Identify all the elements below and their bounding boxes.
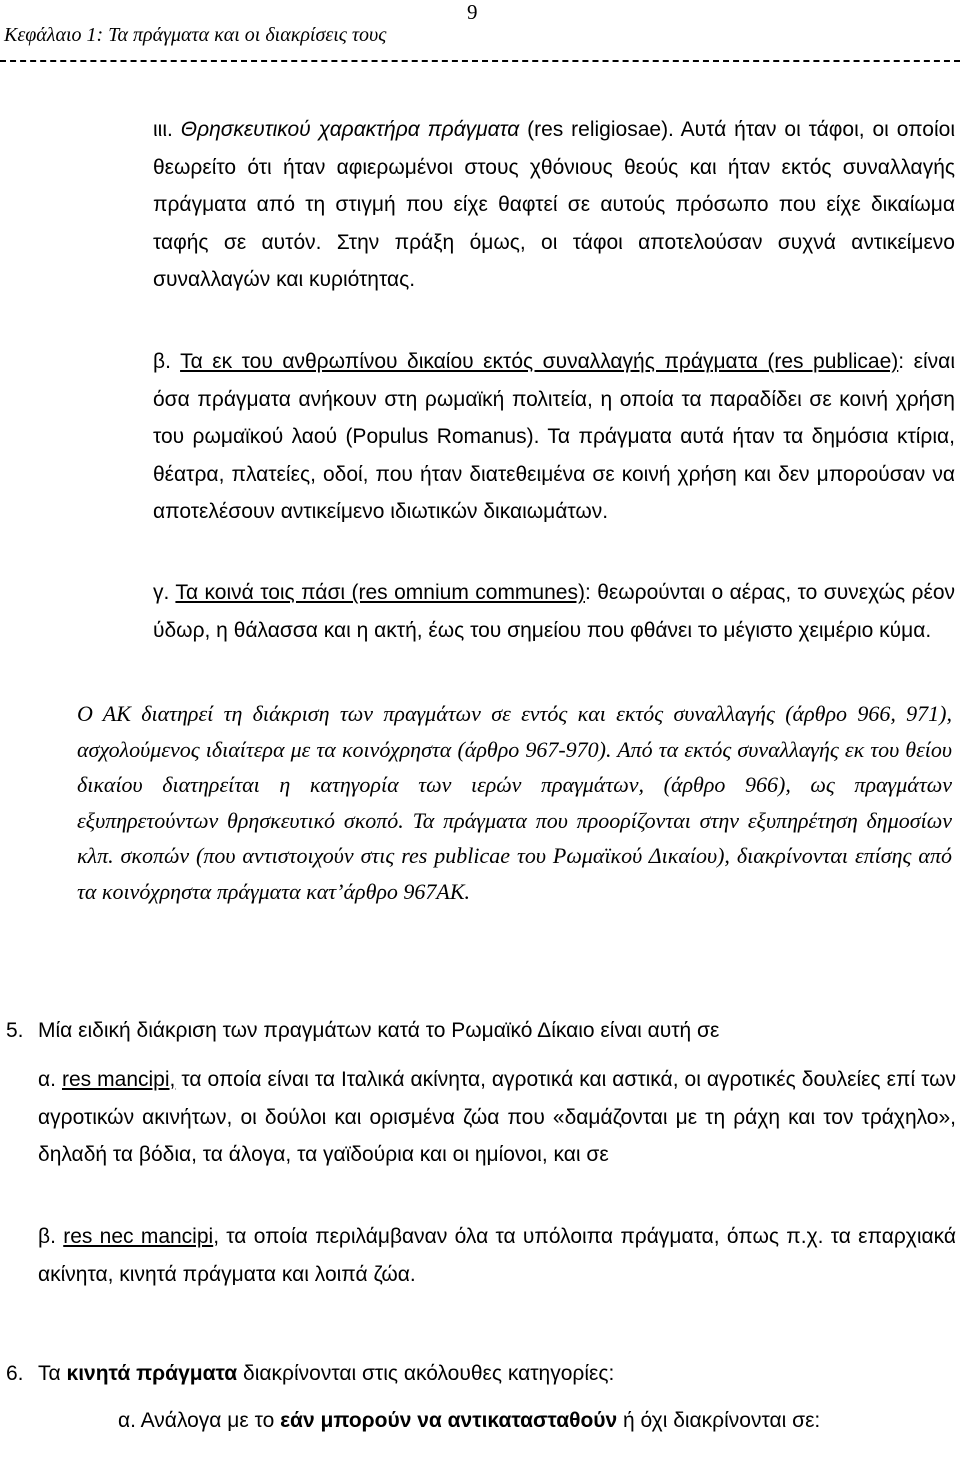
list-marker: α.: [38, 1068, 56, 1091]
paragraph-text: : είναι όσα πράγματα ανήκουν στη ρωμαϊκή πολιτεία, η οποία τα παραδίδει σε κοινή χρήση του ρωμαϊκού λαού (Populus Romanus). Τα πράγματα αυτά ήταν τα δημόσια κτίρια, θέατρα, πλατείες, οδοί, που ήταν διατεθειμένα σε κοινή χρήση και δεν μπορούσαν να αποτελέσουν αντικείμενο ιδιωτικών δικαιωμάτων.: [153, 350, 955, 523]
bold-term: εάν μπορούν να αντικατασταθούν: [280, 1409, 618, 1432]
list-marker: β.: [38, 1225, 56, 1248]
paragraph-text: : θεωρούνται ο αέρας, το συνεχώς ρέον ύδωρ, η θάλασσα και η ακτή, έως του σημείου που φθάνει το μέγιστο χειμέριο κύμα.: [153, 581, 955, 642]
section-text-end: διακρίνονται στις ακόλουθες κατηγορίες:: [237, 1362, 615, 1385]
paragraph-res-religiosae: [153, 111, 955, 299]
list-marker: ιιι.: [153, 118, 173, 141]
note-part-1: Ο ΑΚ διατηρεί τη διάκριση των πραγμάτων σε εντός και εκτός συναλλαγής (άρθρο 966, 971), ασχολούμενος ιδιαίτερα με τα κοινόχρηστα (άρθρο 967-970).: [77, 701, 952, 762]
paragraph-res-mancipi: [38, 1061, 956, 1174]
list-marker: α.: [118, 1409, 136, 1432]
section-5-heading: [6, 1012, 956, 1050]
term-title: res nec mancipi: [63, 1225, 214, 1248]
paragraph-text: (res religiosae). Αυτά ήταν οι τάφοι, οι οποίοι θεωρείτο ότι ήταν αφιερωμένοι στους χθόνιους θεούς και ήταν εκτός συναλλαγής πράγματα από τη στιγμή που είχε θαφτεί σε αυτούς πρόσωπο που είχε δικαίωμα ταφής σε αυτόν. Στην πράξη όμως, οι τάφοι αποτελούσαν συχνά αντικείμενο συναλλαγών και κυριότητας.: [153, 118, 955, 291]
section-number: 6.: [6, 1362, 24, 1385]
term-title: Θρησκευτικού χαρακτήρα πράγματα: [180, 118, 520, 141]
term-title: Τα κοινά τοις πάσι (res omnium communes): [175, 581, 585, 604]
note-civil-code: [77, 696, 952, 909]
section-6-heading: [6, 1355, 956, 1393]
section-text: Μία ειδική διάκριση των πραγμάτων κατά το Ρωμαϊκό Δίκαιο είναι αυτή σε: [38, 1019, 720, 1042]
paragraph-res-publicae: [153, 343, 955, 531]
paragraph-text: , τα οποία περιλάμβαναν όλα τα υπόλοιπα πράγματα, όπως π.χ. τα επαρχιακά ακίνητα, κινητά πράγματα και λοιπά ζώα.: [38, 1225, 957, 1286]
paragraph-res-omnium-communes: [153, 574, 955, 649]
paragraph-res-nec-mancipi: [38, 1218, 956, 1293]
section-number: 5.: [6, 1019, 24, 1042]
term-title: res mancipi,: [61, 1068, 176, 1091]
list-marker: γ.: [153, 581, 170, 604]
note-part-2: Από τα εκτός συναλλαγής εκ του θείου δικαίου διατηρείται η κατηγορία των ιερών πραγμάτων, (άρθρο 966), ως πραγμάτων εξυπηρετούντων θρησκευτικό σκοπό. Τα πράγματα που προορίζονται στην εξυπηρέτηση δημοσίων κλπ. σκοπών (που αντιστοιχούν στις res publicae του Ρωμαϊκού Δικαίου), διακρίνονται επίσης από τα κοινόχρηστα πράγματα κατ’άρθρο 967ΑΚ.: [77, 736, 952, 904]
list-marker: β.: [153, 350, 171, 373]
paragraph-text: Ανάλογα με το: [140, 1409, 281, 1432]
header-divider: [0, 60, 960, 62]
section-text: Τα: [38, 1362, 67, 1385]
page-number: 9: [467, 0, 478, 24]
term-title: Τα εκ του ανθρωπίνου δικαίου εκτός συναλλαγής πράγματα (res publicae): [180, 350, 899, 373]
paragraph-text: τα οποία είναι τα Ιταλικά ακίνητα, αγροτικά και αστικά, οι αγροτικές δουλείες επί των αγροτικών ακινήτων, οι δούλοι και ορισμένα ζώα που «δαμάζονται με τη ράχη και τον τράχηλο», δηλαδή τα βόδια, τα άλογα, τα γαϊδούρια και οι ημίονοι, και σε: [38, 1068, 956, 1166]
running-header-title: Κεφάλαιο 1: Τα πράγματα και οι διακρίσεις τους: [4, 24, 387, 46]
bold-term: κινητά πράγματα: [66, 1362, 238, 1385]
paragraph-replaceable: [78, 1402, 956, 1440]
paragraph-text-end: ή όχι διακρίνονται σε:: [617, 1409, 821, 1432]
